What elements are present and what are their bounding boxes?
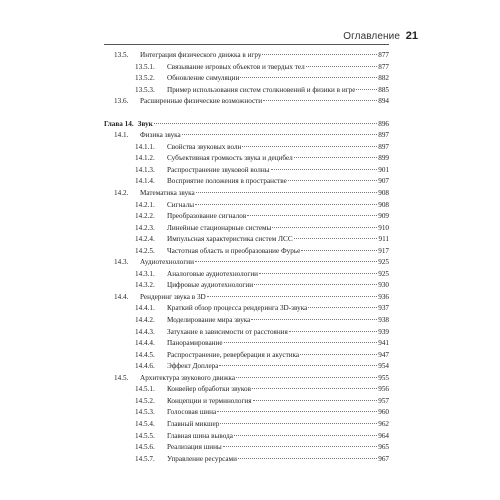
toc-entry-number: 14.1. (114, 131, 129, 140)
toc-entry-title: Управление ресурсами (167, 454, 237, 463)
dot-leader (195, 203, 377, 205)
toc-entry-number: Глава 14. (104, 119, 134, 128)
dot-leader (294, 156, 377, 158)
toc-entry-number: 14.4. (114, 292, 129, 301)
toc-entry-number: 14.2.2. (135, 212, 155, 221)
dot-leader (182, 133, 377, 135)
toc-entry-number: 13.5.2. (135, 74, 155, 83)
toc-entry-page: 897 (378, 142, 389, 151)
toc-entry-row (104, 96, 389, 108)
toc-entry-title: Импульсная характеристика систем ЛСС (167, 235, 293, 244)
toc-entry-page: 957 (378, 396, 389, 405)
page-header (0, 27, 500, 47)
dot-leader (217, 410, 377, 412)
toc-entry-title: Математика звука (140, 189, 195, 198)
toc-entry-title: Краткий обзор процесса рендеринга 3D-звука (167, 304, 308, 313)
toc-entry-title: Частотная область и преобразование Фурье (167, 246, 301, 255)
toc-entry-title: Пример использования систем столкновений и физики в игре (167, 85, 356, 94)
toc-entry-page: 947 (378, 350, 389, 359)
toc-entry-row (104, 454, 389, 466)
toc-entry-row (104, 153, 389, 165)
toc-entry-row (104, 269, 389, 281)
toc-entry-title: Реализация шины (167, 443, 222, 452)
toc-entry-row (104, 407, 389, 419)
toc-entry-page: 901 (378, 165, 389, 174)
toc-entry-page: 877 (378, 51, 389, 59)
dot-leader (252, 387, 377, 389)
toc-entry-title: Линейные стационарные системы (167, 223, 272, 232)
toc-entry-row (104, 130, 389, 142)
toc-entry-page: 911 (378, 235, 389, 244)
toc-entry-title: Субъективная громкость звука и децибел (167, 154, 293, 163)
toc-entry-page: 885 (378, 85, 389, 94)
toc-entry-row (104, 176, 389, 188)
toc-entry-page: 908 (378, 200, 389, 209)
toc-entry-title: Свойства звуковых волн (167, 142, 242, 151)
toc-entry-title: Эффект Доплера (167, 362, 219, 371)
toc-entry-title: Концепции и терминология (167, 396, 252, 405)
toc-entry-row (104, 142, 389, 154)
toc-entry-row (104, 338, 389, 350)
toc-entry-number: 14.4.3. (135, 327, 155, 336)
dot-leader (247, 214, 377, 216)
toc-entry-page: 925 (378, 258, 389, 267)
toc-chapter-row (104, 119, 389, 131)
toc-entry-number: 14.5.6. (135, 443, 155, 452)
toc-entry-row (104, 62, 389, 74)
dot-leader (220, 422, 377, 424)
toc-entry-row (104, 350, 389, 362)
toc-entry-page: 882 (378, 74, 389, 83)
dot-leader (240, 76, 377, 78)
toc-entry-page: 896 (378, 119, 389, 128)
toc-entry-row (104, 419, 389, 431)
toc-entry-title: Рендеринг звука в 3D (140, 292, 206, 301)
toc-entry-title: Голосовая шина (167, 408, 217, 417)
dot-leader (272, 226, 377, 228)
toc-entry-row (104, 327, 389, 339)
toc-entry-row (104, 246, 389, 258)
header-page-number: 21 (405, 30, 418, 42)
dot-leader (224, 341, 378, 343)
toc-entry-title: Главный микшер (167, 419, 220, 428)
toc-entry-title: Моделирование мира звука (167, 316, 251, 325)
toc-entry-row (104, 303, 389, 315)
toc-entry-number: 14.5. (114, 373, 129, 382)
toc-entry-title: Распространение, реверберация и акустика (167, 350, 300, 359)
toc-entry-number: 14.3.2. (135, 281, 155, 290)
dot-leader (223, 445, 377, 447)
toc-entry-number: 14.5.7. (135, 454, 155, 463)
toc-entry-row (104, 85, 389, 97)
dot-leader (306, 65, 378, 67)
toc-entry-title: Цифровые аудиотехнологии (167, 281, 254, 290)
toc-entry-number: 14.1.2. (135, 154, 155, 163)
table-of-contents (104, 50, 389, 465)
toc-entry-number: 14.2.4. (135, 235, 155, 244)
toc-entry-title: Главная шина вывода (167, 431, 233, 440)
toc-entry-number: 13.6. (114, 97, 129, 106)
toc-entry-page: 954 (378, 362, 389, 371)
toc-entry-page: 907 (378, 177, 389, 186)
toc-entry-number: 14.2.1. (135, 200, 155, 209)
toc-entry-page: 917 (378, 246, 389, 255)
dot-leader (236, 376, 377, 378)
toc-entry-row (104, 257, 389, 269)
toc-entry-row (104, 396, 389, 408)
toc-entry-row (104, 73, 389, 85)
toc-entry-title: Распространение звуковой волны (167, 165, 270, 174)
toc-entry-row (104, 292, 389, 304)
toc-entry-title: Архитектура звукового движка (140, 373, 236, 382)
dot-leader (207, 295, 377, 297)
dot-leader (254, 283, 377, 285)
toc-entry-row (104, 223, 389, 235)
toc-entry-number: 14.1.4. (135, 177, 155, 186)
dot-leader (238, 457, 377, 459)
toc-entry-row (104, 373, 389, 385)
toc-entry-number: 14.5.5. (135, 431, 155, 440)
toc-entry-number: 14.2. (114, 189, 129, 198)
toc-entry-page: 965 (378, 443, 389, 452)
toc-entry-page: 960 (378, 408, 389, 417)
toc-entry-page: 894 (378, 97, 389, 106)
header-title: Оглавление (343, 31, 400, 42)
toc-entry-number: 14.2.3. (135, 223, 155, 232)
toc-entry-row (104, 442, 389, 454)
toc-entry-number: 14.4.2. (135, 316, 155, 325)
toc-entry-title: Преобразование сигналов (167, 212, 247, 221)
dot-leader (196, 191, 377, 193)
toc-entry-number: 14.5.3. (135, 408, 155, 417)
toc-entry-page: 964 (378, 431, 389, 440)
toc-entry-title: Связывание игровых объектов и твердых тел (167, 62, 305, 71)
dot-leader (294, 237, 378, 239)
toc-entry-number: 14.1.3. (135, 165, 155, 174)
toc-entry-page: 930 (378, 281, 389, 290)
dot-leader (234, 434, 377, 436)
toc-entry-title: Обновление симуляции (167, 74, 240, 83)
toc-entry-title: Панорамирование (167, 339, 223, 348)
toc-entry-page: 908 (378, 189, 389, 198)
dot-leader (259, 272, 377, 274)
toc-entry-number: 13.5. (114, 51, 129, 59)
toc-entry-page: 941 (378, 339, 389, 348)
dot-leader (288, 179, 377, 181)
dot-leader (300, 353, 377, 355)
toc-entry-number: 13.5.3. (135, 85, 155, 94)
dot-leader (271, 168, 378, 170)
toc-entry-row (104, 211, 389, 223)
toc-entry-page: 936 (378, 292, 389, 301)
toc-entry-number: 14.4.4. (135, 339, 155, 348)
toc-entry-row (104, 234, 389, 246)
dot-leader (308, 306, 377, 308)
toc-entry-row (104, 361, 389, 373)
toc-entry-title: Физика звука (140, 131, 181, 140)
toc-entry-row (104, 280, 389, 292)
toc-entry-number: 14.4.6. (135, 362, 155, 371)
toc-entry-number: 13.5.1. (135, 62, 155, 71)
toc-entry-number: 14.5.4. (135, 419, 155, 428)
toc-entry-row (104, 384, 389, 396)
toc-entry-page: 967 (378, 454, 389, 463)
toc-entry-number: 14.1.1. (135, 142, 155, 151)
toc-entry-number: 14.5.1. (135, 385, 155, 394)
dot-leader (251, 318, 377, 320)
toc-entry-page: 939 (378, 327, 389, 336)
toc-entry-number: 14.4.1. (135, 304, 155, 313)
toc-entry-page: 962 (378, 419, 389, 428)
toc-entry-page: 925 (378, 269, 389, 278)
toc-entry-title: Конвейер обработки звуков (167, 385, 252, 394)
toc-entry-row (104, 315, 389, 327)
toc-entry-title: Звук (137, 119, 153, 128)
dot-leader (219, 364, 377, 366)
toc-entry-number: 14.3.1. (135, 269, 155, 278)
toc-entry-row (104, 165, 389, 177)
toc-entry-page: 956 (378, 385, 389, 394)
toc-entry-number: 14.5.2. (135, 396, 155, 405)
toc-entry-row (104, 50, 389, 62)
dot-leader (253, 399, 378, 401)
toc-entry-page: 910 (378, 223, 389, 232)
dot-leader (263, 99, 377, 101)
header-rule (104, 44, 389, 45)
toc-entry-title: Интеграция физического движка в игру (140, 51, 262, 59)
toc-entry-number: 14.3. (114, 258, 129, 267)
dot-leader (242, 145, 377, 147)
toc-entry-title: Затухание в зависимости от расстояния (167, 327, 288, 336)
toc-entry-page: 938 (378, 316, 389, 325)
toc-entry-page: 955 (378, 373, 389, 382)
dot-leader (301, 249, 377, 251)
dot-leader (195, 260, 377, 262)
toc-entry-page: 897 (378, 131, 389, 140)
toc-entry-row (104, 188, 389, 200)
dot-leader (154, 122, 377, 124)
toc-entry-number: 14.2.5. (135, 246, 155, 255)
toc-entry-row (104, 431, 389, 443)
dot-leader (289, 330, 377, 332)
toc-entry-title: Сигналы (167, 200, 195, 209)
toc-entry-page: 899 (378, 154, 389, 163)
toc-entry-title: Аналоговые аудиотехнологии (167, 269, 259, 278)
toc-entry-title: Аудиотехнологии (140, 258, 194, 267)
toc-entry-number: 14.4.5. (135, 350, 155, 359)
toc-entry-page: 877 (378, 62, 389, 71)
toc-entry-title: Восприятие положения в пространстве (167, 177, 287, 186)
toc-entry-page: 937 (378, 304, 389, 313)
toc-entry-row (104, 200, 389, 212)
dot-leader (356, 88, 377, 90)
dot-leader (262, 53, 377, 55)
toc-entry-title: Расширенные физические возможности (140, 97, 263, 106)
toc-entry-page: 909 (378, 212, 389, 221)
